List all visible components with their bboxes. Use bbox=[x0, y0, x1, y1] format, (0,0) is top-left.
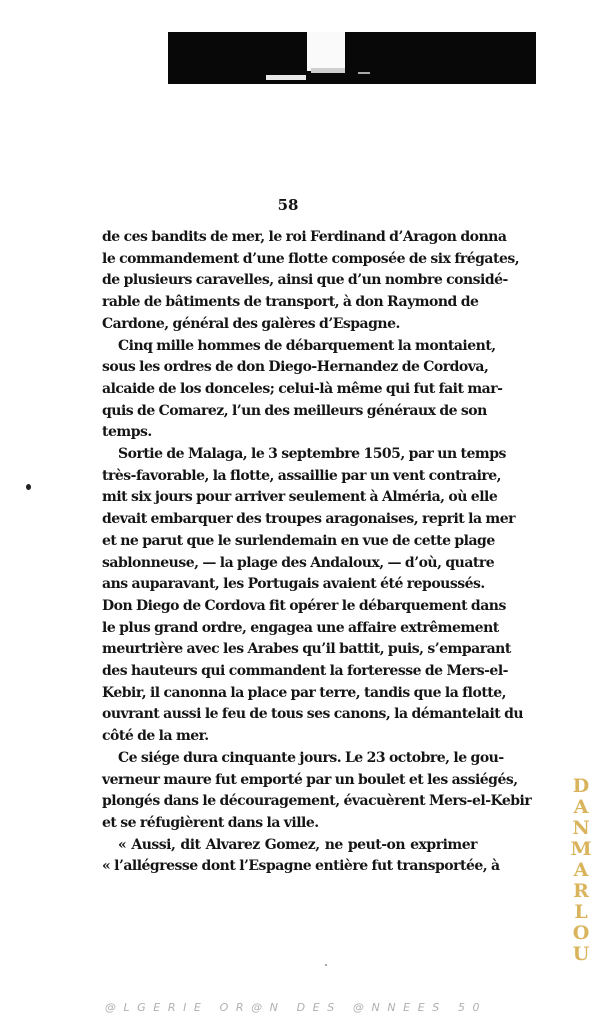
watermark-vertical bbox=[570, 776, 592, 965]
text-line: de ces bandits de mer, le roi Ferdinand d’Aragon donna bbox=[102, 229, 507, 245]
watermark-letter: A bbox=[573, 796, 589, 818]
text-line: temps. bbox=[102, 424, 152, 441]
text-line: sablonneuse, — la plage des Andaloux, — d’où, quatre bbox=[102, 554, 495, 571]
text-line: le commandement d’une flotte composée de six frégates, bbox=[102, 250, 520, 267]
watermark-letter: R bbox=[573, 880, 589, 902]
text-line: Don Diego de Cordova fit opérer le débarquement dans bbox=[102, 597, 506, 614]
text-line: le plus grand ordre, engagea une affaire extrêmement bbox=[102, 619, 499, 636]
scan-artifact-streak bbox=[358, 72, 370, 74]
text-line: meurtrière avec les Arabes qu’il battit, puis, s’emparant bbox=[102, 641, 511, 658]
text-line: et se réfugièrent dans la ville. bbox=[102, 814, 319, 831]
watermark-letter: U bbox=[572, 943, 590, 965]
body-text bbox=[102, 227, 532, 878]
watermark-letter: N bbox=[572, 817, 590, 839]
text-line: et ne parut que le surlendemain en vue de cette plage bbox=[102, 532, 495, 549]
watermark-letter: M bbox=[570, 838, 592, 860]
speck bbox=[325, 964, 327, 966]
text-line: « l’allégresse dont l’Espagne entière fut transportée, à bbox=[102, 858, 500, 875]
text-line: « Aussi, dit Alvarez Gomez, ne peut-on exprimer bbox=[118, 836, 477, 853]
text-line: ans auparavant, les Portugais avaient été repoussés. bbox=[102, 576, 485, 593]
text-line: plongés dans le découragement, évacuèrent Mers-el-Kebir bbox=[102, 793, 532, 810]
text-line: alcaide de los donceles; celui-là même qui fut fait mar- bbox=[102, 380, 503, 397]
text-line: Ce siége dura cinquante jours. Le 23 octobre, le gou- bbox=[118, 749, 504, 766]
text-line: sous les ordres de don Diego-Hernandez de Cordova, bbox=[102, 359, 489, 376]
watermark-letter: A bbox=[573, 859, 589, 881]
watermark-letter: D bbox=[572, 775, 590, 797]
scan-artifact-streak bbox=[311, 68, 345, 73]
text-line: rable de bâtiments de transport, à don Raymond de bbox=[102, 294, 479, 311]
scan-artifact-notch bbox=[307, 32, 345, 71]
text-line: devait embarquer des troupes aragonaises, reprit la mer bbox=[102, 511, 516, 528]
text-line: Kebir, il canonna la place par terre, tandis que la flotte, bbox=[102, 684, 507, 701]
watermark-letter: O bbox=[572, 922, 590, 944]
text-line: Sortie de Malaga, le 3 septembre 1505, par un temps bbox=[118, 446, 506, 463]
page-number: 58 bbox=[277, 196, 299, 214]
margin-mark bbox=[26, 484, 31, 490]
footer-watermark: @LGERIE OR@N DES @NNEES 50 bbox=[104, 1001, 488, 1014]
text-line: Cinq mille hommes de débarquement la montaient, bbox=[118, 337, 496, 354]
watermark-letter: L bbox=[574, 901, 588, 923]
text-line: verneur maure fut emporté par un boulet et les assiégés, bbox=[102, 771, 518, 788]
scan-artifact-streak bbox=[266, 75, 306, 80]
text-line: de plusieurs caravelles, ainsi que d’un nombre considé- bbox=[102, 272, 508, 289]
text-line: mit six jours pour arriver seulement à Alméria, où elle bbox=[102, 489, 498, 506]
scan-redaction-bar bbox=[168, 32, 536, 84]
text-line: ouvrant aussi le feu de tous ses canons, la démantelait du bbox=[102, 706, 524, 723]
text-line: Cardone, général des galères d’Espagne. bbox=[102, 315, 400, 332]
text-line: côté de la mer. bbox=[102, 728, 209, 745]
text-line: très-favorable, la flotte, assaillie par un vent contraire, bbox=[102, 467, 502, 484]
text-line: quis de Comarez, l’un des meilleurs généraux de son bbox=[102, 402, 487, 419]
text-line: des hauteurs qui commandent la forteresse de Mers-el- bbox=[102, 663, 508, 680]
